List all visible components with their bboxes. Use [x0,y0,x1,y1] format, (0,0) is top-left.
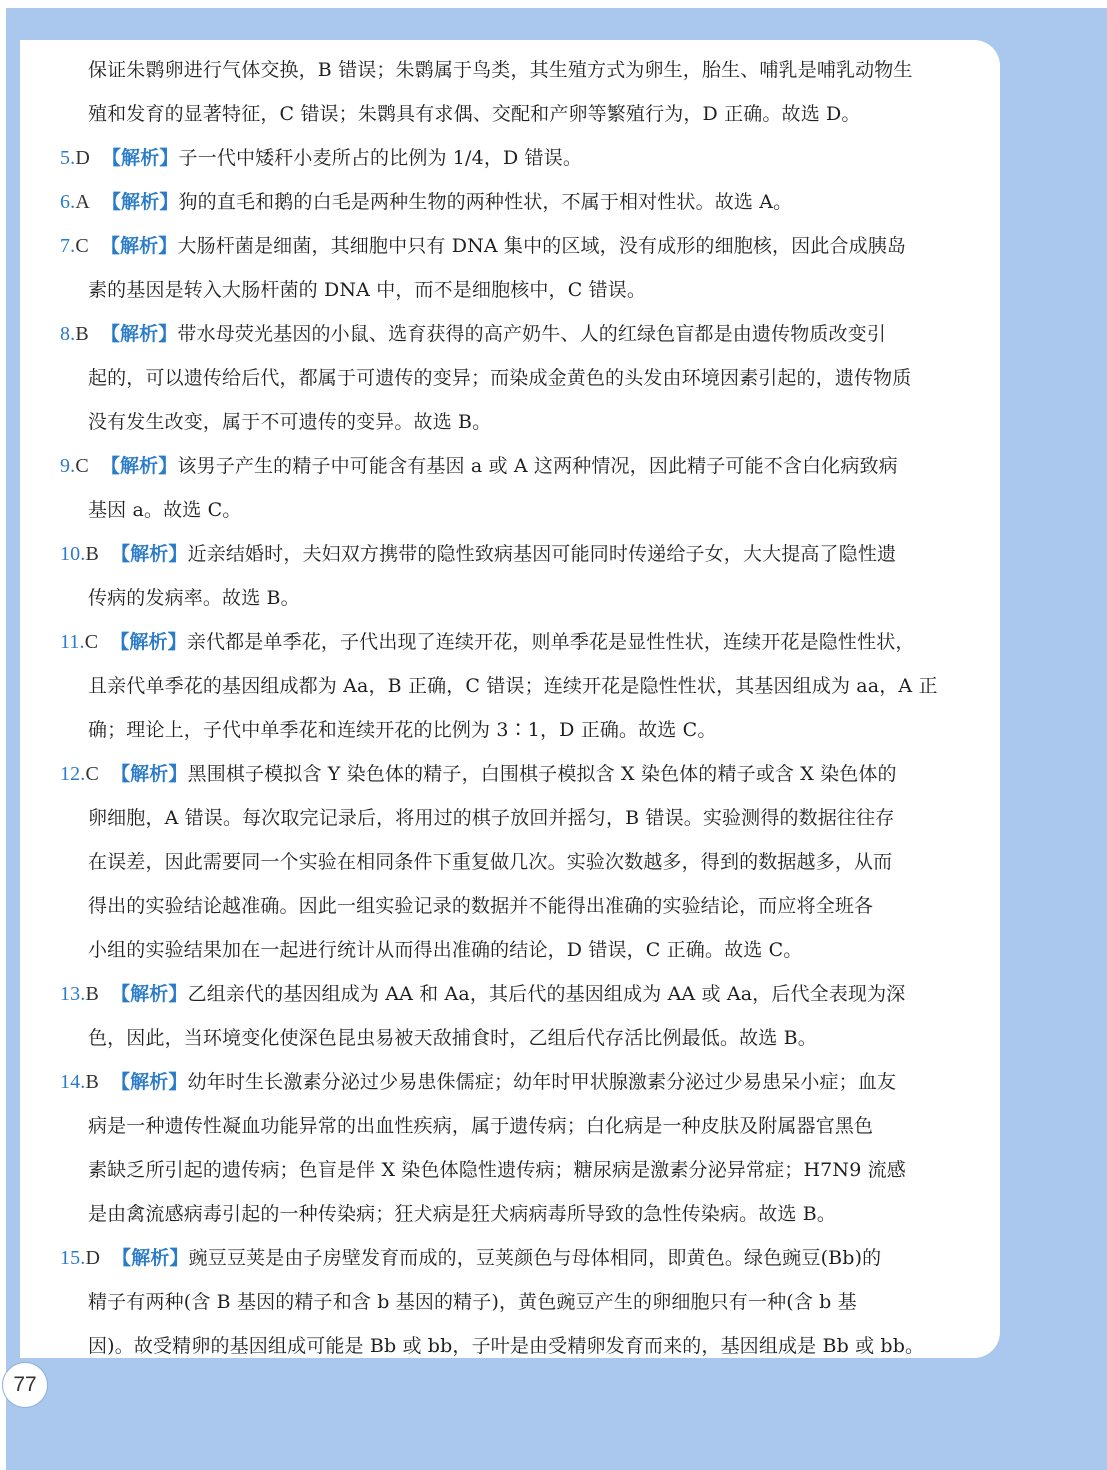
analysis-tag: 【解析】 [101,191,179,213]
line-text: 卵细胞，A 错误。每次取完记录后，将用过的棋子放回并摇匀，B 错误。实验测得的数据往往存 [88,807,895,829]
question-number: 13. [60,983,86,1005]
text-line [60,1192,992,1236]
line-text: 幼年时生长激素分泌过少易患侏儒症；幼年时甲状腺激素分泌过少易患呆小症；血友 [187,1071,897,1093]
question-number: 14. [60,1071,86,1093]
answer-item [60,620,992,664]
analysis-tag: 【解析】 [110,631,187,653]
question-number: 11. [60,631,85,653]
answer-letter: A [75,191,90,213]
line-text: 没有发生改变，属于不可遗传的变异。故选 B。 [88,411,492,433]
answer-item [60,1060,992,1104]
page-number: 77 [2,1362,48,1408]
line-text: 确；理论上，子代中单季花和连续开花的比例为 3∶1，D 正确。故选 C。 [88,719,717,741]
text-line [60,488,992,532]
answer-letter: B [85,983,99,1005]
question-number: 6. [60,191,76,213]
text-line [60,1104,992,1148]
text-line [60,268,992,312]
text-line [60,400,992,444]
text-line [60,92,992,136]
answer-item [60,180,992,224]
answer-letter: C [85,763,99,785]
analysis-tag: 【解析】 [100,235,178,257]
text-line [60,1280,992,1324]
line-text: 精子有两种(含 B 基因的精子和含 b 基因的精子)，黄色豌豆产生的卵细胞只有一种(含 b 基 [88,1291,857,1313]
line-text: 子一代中矮秆小麦所占的比例为 1/4，D 错误。 [178,147,583,169]
answer-letter: B [85,1071,99,1093]
line-text: 素的基因是转入大肠杆菌的 DNA 中，而不是细胞核中，C 错误。 [88,279,647,301]
line-text: 基因 a。故选 C。 [88,499,242,521]
question-number: 15. [60,1247,86,1269]
answer-letter: D [85,1247,101,1269]
line-text: 传病的发病率。故选 B。 [88,587,300,609]
text-line [60,1148,992,1192]
analysis-tag: 【解析】 [110,763,188,785]
question-number: 12. [60,763,86,785]
line-text: 该男子产生的精子中可能含有基因 a 或 A 这两种情况，因此精子可能不含白化病致病 [177,455,898,477]
text-line [60,708,992,752]
answer-item [60,224,992,268]
text-line [60,1324,992,1368]
question-number: 10. [60,543,86,565]
answer-content [60,48,992,1368]
text-line [60,576,992,620]
answer-item [60,444,992,488]
answer-letter: C [75,455,89,477]
line-text: 豌豆豆荚是由子房壁发育而成的，豆荚颜色与母体相同，即黄色。绿色豌豆(Bb)的 [188,1247,882,1269]
analysis-tag: 【解析】 [101,147,179,169]
question-number: 7. [60,235,76,257]
line-text: 得出的实验结论越准确。因此一组实验记录的数据并不能得出准确的实验结论，而应将全班各 [88,895,874,917]
text-line [60,796,992,840]
answer-item [60,136,992,180]
analysis-tag: 【解析】 [100,455,178,477]
answer-item [60,532,992,576]
answer-letter: B [75,323,89,345]
line-text: 是由禽流感病毒引起的一种传染病；狂犬病是狂犬病病毒所导致的急性传染病。故选 B。 [88,1203,837,1225]
text-line [60,840,992,884]
answer-item [60,312,992,356]
answer-letter: B [85,543,99,565]
line-text: 因)。故受精卵的基因组成可能是 Bb 或 bb，子叶是由受精卵发育而来的，基因组成是 Bb 或 bb。 [88,1335,925,1357]
answer-letter: C [84,631,99,653]
text-line [60,928,992,972]
analysis-tag: 【解析】 [110,543,188,565]
analysis-tag: 【解析】 [100,323,178,345]
line-text: 起的，可以遗传给后代，都属于可遗传的变异；而染成金黄色的头发由环境因素引起的，遗传物质 [88,367,912,389]
question-number: 9. [60,455,76,477]
line-text: 黑围棋子模拟含 Y 染色体的精子，白围棋子模拟含 X 染色体的精子或含 X 染色体的 [187,763,897,785]
line-text: 近亲结婚时，夫妇双方携带的隐性致病基因可能同时传递给子女，大大提高了隐性遗 [187,543,897,565]
answer-letter: C [75,235,89,257]
line-text: 乙组亲代的基因组成为 AA 和 Aa，其后代的基因组成为 AA 或 Aa，后代全表现为深 [187,983,906,1005]
text-line [60,1016,992,1060]
question-number: 5. [60,147,76,169]
text-line [60,48,992,92]
text-line [60,356,992,400]
answer-item [60,972,992,1016]
answer-item [60,752,992,796]
line-text: 病是一种遗传性凝血功能异常的出血性疾病，属于遗传病；白化病是一种皮肤及附属器官黑色 [88,1115,874,1137]
line-text: 素缺乏所引起的遗传病；色盲是伴 X 染色体隐性遗传病；糖尿病是激素分泌异常症；H7N9 流感 [88,1159,906,1181]
line-text: 小组的实验结果加在一起进行统计从而得出准确的结论，D 错误，C 正确。故选 C。 [88,939,803,961]
line-text: 带水母荧光基因的小鼠、选育获得的高产奶牛、人的红绿色盲都是由遗传物质改变引 [177,323,886,345]
analysis-tag: 【解析】 [112,1247,189,1269]
line-text: 大肠杆菌是细菌，其细胞中只有 DNA 集中的区域，没有成形的细胞核，因此合成胰岛 [177,235,907,257]
text-line [60,664,992,708]
answer-letter: D [75,147,90,169]
line-text: 狗的直毛和鹅的白毛是两种生物的两种性状，不属于相对性状。故选 A。 [178,191,793,213]
line-text: 保证朱鹮卵进行气体交换，B 错误；朱鹮属于鸟类，其生殖方式为卵生，胎生、哺乳是哺乳动物生 [88,59,913,81]
text-line [60,884,992,928]
line-text: 且亲代单季花的基因组成都为 Aa，B 正确，C 错误；连续开花是隐性性状，其基因组成为 aa，A 正 [88,675,938,697]
analysis-tag: 【解析】 [110,983,188,1005]
line-text: 亲代都是单季花，子代出现了连续开花，则单季花是显性性状，连续开花是隐性性状， [186,631,915,653]
line-text: 色，因此，当环境变化使深色昆虫易被天敌捕食时，乙组后代存活比例最低。故选 B。 [88,1027,817,1049]
question-number: 8. [60,323,76,345]
line-text: 在误差，因此需要同一个实验在相同条件下重复做几次。实验次数越多，得到的数据越多，从而 [88,851,893,873]
answer-item [60,1236,992,1280]
line-text: 殖和发育的显著特征，C 错误；朱鹮具有求偶、交配和产卵等繁殖行为，D 正确。故选 D。 [88,103,861,125]
analysis-tag: 【解析】 [110,1071,188,1093]
